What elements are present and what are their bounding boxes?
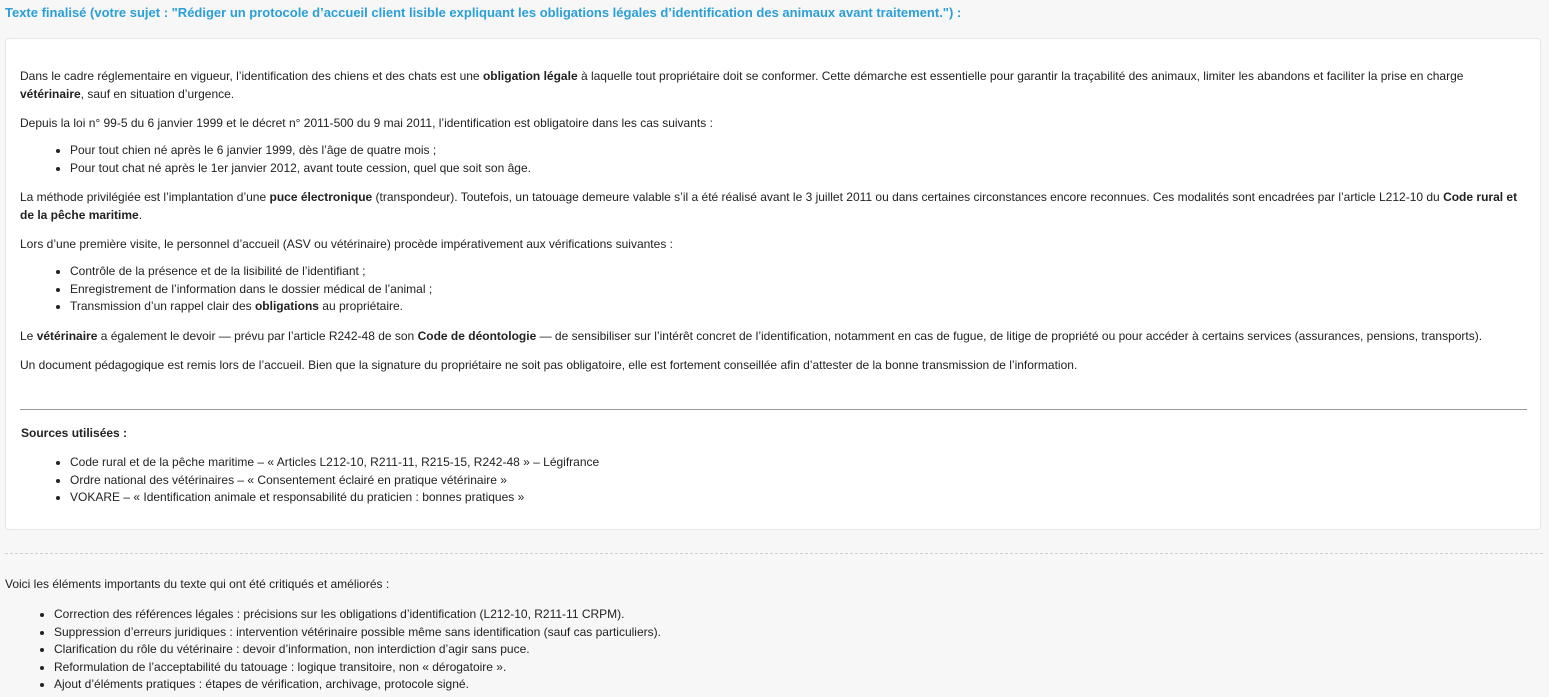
list-item: • Correction des références légales : précisions sur les obligations d’identification (L212-10, R211-11 CRPM). xyxy=(54,606,661,624)
list-item: • Pour tout chien né après le 6 janvier 1999, dès l’âge de quatre mois ; xyxy=(70,142,1527,160)
list-item: • Suppression d’erreurs juridiques : intervention vétérinaire possible même sans identification (sauf cas particuliers). xyxy=(54,624,661,642)
paragraph-document: Un document pédagogique est remis lors de l’accueil. Bien que la signature du propriétaire ne soit pas obligatoire, elle est fortement conseillée afin d’attester de la bonne transmission de l’information. xyxy=(20,357,1078,372)
section-separator xyxy=(5,553,1543,554)
paragraph-intro: Dans le cadre réglementaire en vigueur, l’identification des chiens et des chats est une obligation légale à laquelle tout propriétaire doit se conformer. Cette démarche est essentielle pour garantir la traçabilité des animaux, limiter les abandons et faciliter la prise en charge vétérinaire, sauf en situation d’urgence. xyxy=(20,69,1464,101)
paragraph-method: La méthode privilégiée est l’implantation d’une puce électronique (transpondeur). Toutefois, un tatouage demeure valable s’il a été réalisé avant le 3 juillet 2011 ou dans certaines circonstances encore reconnues. Ces modalités sont encadrées par l’article L212-10 du Code rural et de la pêche maritime. xyxy=(20,190,1518,222)
paragraph-law: Depuis la loi n° 99-5 du 6 janvier 1999 et le décret n° 2011-500 du 9 mai 2011, l’identification est obligatoire dans les cas suivants : xyxy=(20,116,713,130)
obligation-list xyxy=(20,142,1527,177)
list-item: • Ordre national des vétérinaires – « Consentement éclairé en pratique vétérinaire » xyxy=(70,472,1520,490)
list-item: • Ajout d’éléments pratiques : étapes de vérification, archivage, protocole signé. xyxy=(54,676,661,694)
list-item: • Pour tout chat né après le 1er janvier 2012, avant toute cession, quel que soit son âge. xyxy=(70,160,1527,178)
list-item: • Code rural et de la pêche maritime – « Articles L212-10, R211-11, R215-15, R242-48 » – Légifrance xyxy=(70,454,1520,472)
sources-list xyxy=(20,454,1520,507)
list-item: • Reformulation de l’acceptabilité du tatouage : logique transitoire, non « dérogatoire ». xyxy=(54,659,661,677)
verification-list xyxy=(20,263,1527,316)
list-item: • Enregistrement de l’information dans le dossier médical de l’animal ; xyxy=(70,281,1527,299)
list-item: • VOKARE – « Identification animale et responsabilité du praticien : bonnes pratiques » xyxy=(70,489,1520,507)
final-text-card xyxy=(5,38,1541,530)
list-item: • Contrôle de la présence et de la lisibilité de l’identifiant ; xyxy=(70,263,1527,281)
list-item: • Transmission d’un rappel clair des obligations au propriétaire. xyxy=(70,298,1527,316)
sources-title: Sources utilisées : xyxy=(21,426,128,440)
divider xyxy=(20,409,1527,410)
paragraph-veterinarian: Le vétérinaire a également le devoir — prévu par l’article R242-48 de son Code de déontologie — de sensibiliser sur l’intérêt concret de l’identification, notamment en cas de fugue, de litige de propriété ou pour accéder à certains services (assurances, pensions, transports). xyxy=(20,328,1483,343)
list-item: • Clarification du rôle du vétérinaire : devoir d’information, non interdiction d’agir sans puce. xyxy=(54,641,661,659)
final-text-body xyxy=(20,67,1527,374)
paragraph-first-visit: Lors d’une première visite, le personnel d’accueil (ASV ou vétérinaire) procède impérativement aux vérifications suivantes : xyxy=(20,237,673,251)
critique-intro: Voici les éléments importants du texte qui ont été critiqués et améliorés : xyxy=(5,577,390,591)
critique-list xyxy=(3,606,661,694)
page-title: Texte finalisé (votre sujet : "Rédiger un protocole d’accueil client lisible expliquant les obligations légales d’identification des animaux avant traitement.") : xyxy=(5,5,962,20)
